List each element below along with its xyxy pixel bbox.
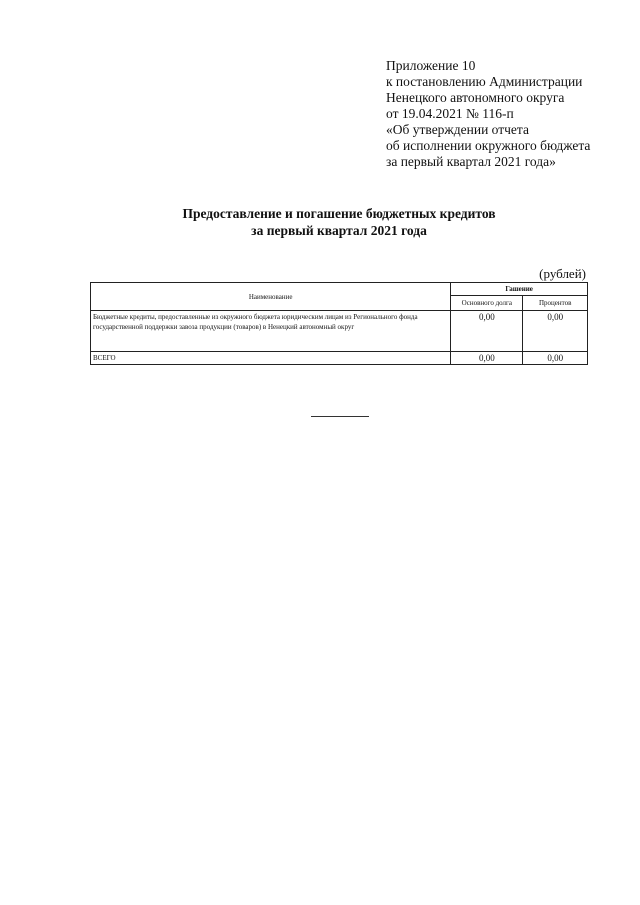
total-interest: 0,00 bbox=[523, 352, 588, 365]
header-interest: Процентов bbox=[523, 296, 588, 311]
document-title bbox=[90, 205, 588, 239]
header-repayment: Гашение bbox=[451, 283, 588, 296]
unit-label: (рублей) bbox=[539, 266, 586, 281]
row-principal: 0,00 bbox=[451, 311, 523, 352]
end-divider bbox=[311, 416, 369, 417]
table-header-row bbox=[91, 283, 588, 296]
appendix-line: к постановлению Администрации bbox=[386, 74, 583, 89]
total-principal: 0,00 bbox=[451, 352, 523, 365]
appendix-block bbox=[386, 58, 626, 170]
title-line-2: за первый квартал 2021 года bbox=[251, 223, 427, 238]
header-principal: Основного долга bbox=[451, 296, 523, 311]
table-row bbox=[91, 311, 588, 352]
appendix-line: об исполнении окружного бюджета bbox=[386, 138, 591, 153]
header-name: Наименование bbox=[91, 283, 451, 311]
appendix-line: от 19.04.2021 № 116-п bbox=[386, 106, 514, 121]
row-name: Бюджетные кредиты, предоставленные из окружного бюджета юридическим лицам из Регионального фонда государственной поддержки завоза продукции (товаров) в Ненецкий автономный округ bbox=[91, 311, 451, 352]
total-label: ВСЕГО bbox=[91, 352, 451, 365]
appendix-line: за первый квартал 2021 года» bbox=[386, 154, 556, 169]
row-interest: 0,00 bbox=[523, 311, 588, 352]
appendix-line: «Об утверждении отчета bbox=[386, 122, 529, 137]
total-row bbox=[91, 352, 588, 365]
title-line-1: Предоставление и погашение бюджетных кредитов bbox=[182, 206, 496, 221]
appendix-line: Приложение 10 bbox=[386, 58, 476, 73]
appendix-line: Ненецкого автономного округа bbox=[386, 90, 565, 105]
credits-table bbox=[90, 282, 588, 365]
